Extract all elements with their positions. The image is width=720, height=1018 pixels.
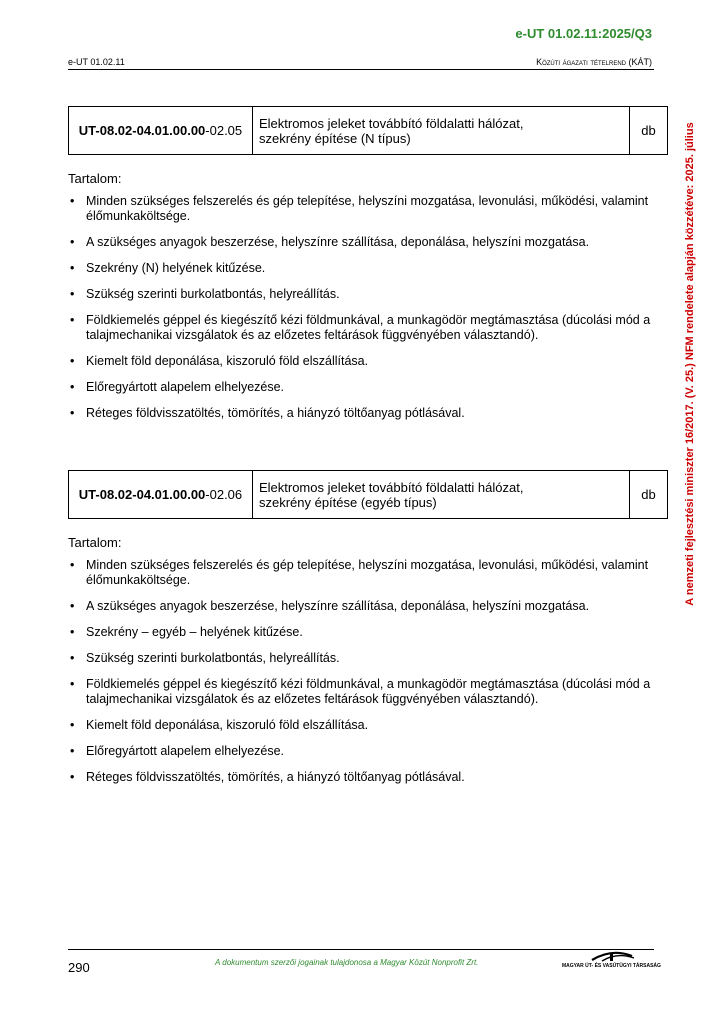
bullet-icon: • <box>70 287 75 301</box>
item-description <box>252 107 629 155</box>
bullet-icon: • <box>70 744 75 758</box>
bullet-icon: • <box>70 235 75 249</box>
list-item: • A szükséges anyagok beszerzése, helyszínre szállítása, deponálása, helyszíni mozgatása. <box>70 235 590 249</box>
bullet-icon: • <box>70 599 75 613</box>
bullet-icon: • <box>70 558 75 572</box>
list-item: • Réteges földvisszatöltés, tömörítés, a hiányzó töltőanyag pótlásával. <box>70 406 465 420</box>
bullet-icon: • <box>70 194 75 208</box>
item-code <box>69 107 253 155</box>
item-unit: db <box>630 471 668 519</box>
bullet-icon: • <box>70 718 75 732</box>
bullet-icon: • <box>70 651 75 665</box>
bullet-icon: • <box>70 625 75 639</box>
item-description-line1: Elektromos jeleket továbbító földalatti hálózat, <box>258 115 524 131</box>
item-code <box>69 471 253 519</box>
item-unit: db <box>630 107 668 155</box>
list-item: • Kiemelt föld deponálása, kiszoruló föld elszállítása. <box>70 718 369 732</box>
list-item: • Minden szükséges felszerelés és gép telepítése, helyszíni mozgatása, levonulási, működési, valamint élőmunkaköltsége. <box>70 558 649 587</box>
item-table <box>68 470 668 519</box>
header-right: Közúti ágazati tételrend (KÁT) <box>536 57 652 67</box>
content-list <box>68 558 668 785</box>
content-list <box>68 194 668 421</box>
item-description-line2: szekrény építése (egyéb típus) <box>258 494 437 510</box>
list-item: • Előregyártott alapelem elhelyezése. <box>70 380 285 394</box>
bullet-icon: • <box>70 406 75 420</box>
item-description-line2: szekrény építése (N típus) <box>258 130 411 146</box>
item-section-2 <box>68 470 668 796</box>
item-code-suffix: -02.05 <box>205 123 243 138</box>
bullet-icon: • <box>70 380 75 394</box>
copyright-note: A dokumentum szerzői jogainak tulajdonosa a Magyar Közút Nonprofit Zrt. <box>215 958 479 967</box>
page-number: 290 <box>68 960 90 975</box>
list-item: • Kiemelt föld deponálása, kiszoruló föld elszállítása. <box>70 354 369 368</box>
item-section-1 <box>68 106 668 432</box>
list-item: • Szükség szerinti burkolatbontás, helyreállítás. <box>70 651 340 665</box>
logo-icon <box>562 948 654 976</box>
document-code: e-UT 01.02.11:2025/Q3 <box>515 26 652 41</box>
list-item: • Minden szükséges felszerelés és gép telepítése, helyszíni mozgatása, levonulási, működési, valamint élőmunkaköltsége. <box>70 194 649 223</box>
item-code-suffix: -02.06 <box>205 487 243 502</box>
bullet-icon: • <box>70 354 75 368</box>
bullet-icon: • <box>70 313 75 327</box>
list-item: • Földkiemelés géppel és kiegészítő kézi földmunkával, a munkagödör megtámasztása (dúcolási mód a talajmechanikai vizsgálatok és az előzetes feltárások függvényében választandó). <box>70 313 651 342</box>
side-note: A nemzeti fejlesztési miniszter 16/2017. (V. 25.) NFM rendelete alapján közzétéve: 2025. július <box>684 122 696 606</box>
content-label: Tartalom: <box>68 171 122 186</box>
item-description <box>252 471 629 519</box>
item-table <box>68 106 668 155</box>
bullet-icon: • <box>70 261 75 275</box>
list-item: • Szekrény – egyéb – helyének kitűzése. <box>70 625 303 639</box>
header-left: e-UT 01.02.11 <box>68 57 125 67</box>
item-code-main: UT-08.02-04.01.00.00 <box>78 123 206 138</box>
logo-text: MAGYAR ÚT- ÉS VASÚTÜGYI TÁRSASÁG <box>562 963 661 969</box>
list-item: • Réteges földvisszatöltés, tömörítés, a hiányzó töltőanyag pótlásával. <box>70 770 465 784</box>
list-item: • Földkiemelés géppel és kiegészítő kézi földmunkával, a munkagödör megtámasztása (dúcolási mód a talajmechanikai vizsgálatok és az előzetes feltárások függvényében választandó). <box>70 677 651 706</box>
item-code-main: UT-08.02-04.01.00.00 <box>78 487 206 502</box>
header-rule <box>68 69 654 70</box>
bullet-icon: • <box>70 677 75 691</box>
list-item: • A szükséges anyagok beszerzése, helyszínre szállítása, deponálása, helyszíni mozgatása. <box>70 599 590 613</box>
list-item: • Előregyártott alapelem elhelyezése. <box>70 744 285 758</box>
bullet-icon: • <box>70 770 75 784</box>
list-item: • Szükség szerinti burkolatbontás, helyreállítás. <box>70 287 340 301</box>
content-label: Tartalom: <box>68 535 122 550</box>
list-item: • Szekrény (N) helyének kitűzése. <box>70 261 266 275</box>
item-description-line1: Elektromos jeleket továbbító földalatti hálózat, <box>258 479 524 495</box>
